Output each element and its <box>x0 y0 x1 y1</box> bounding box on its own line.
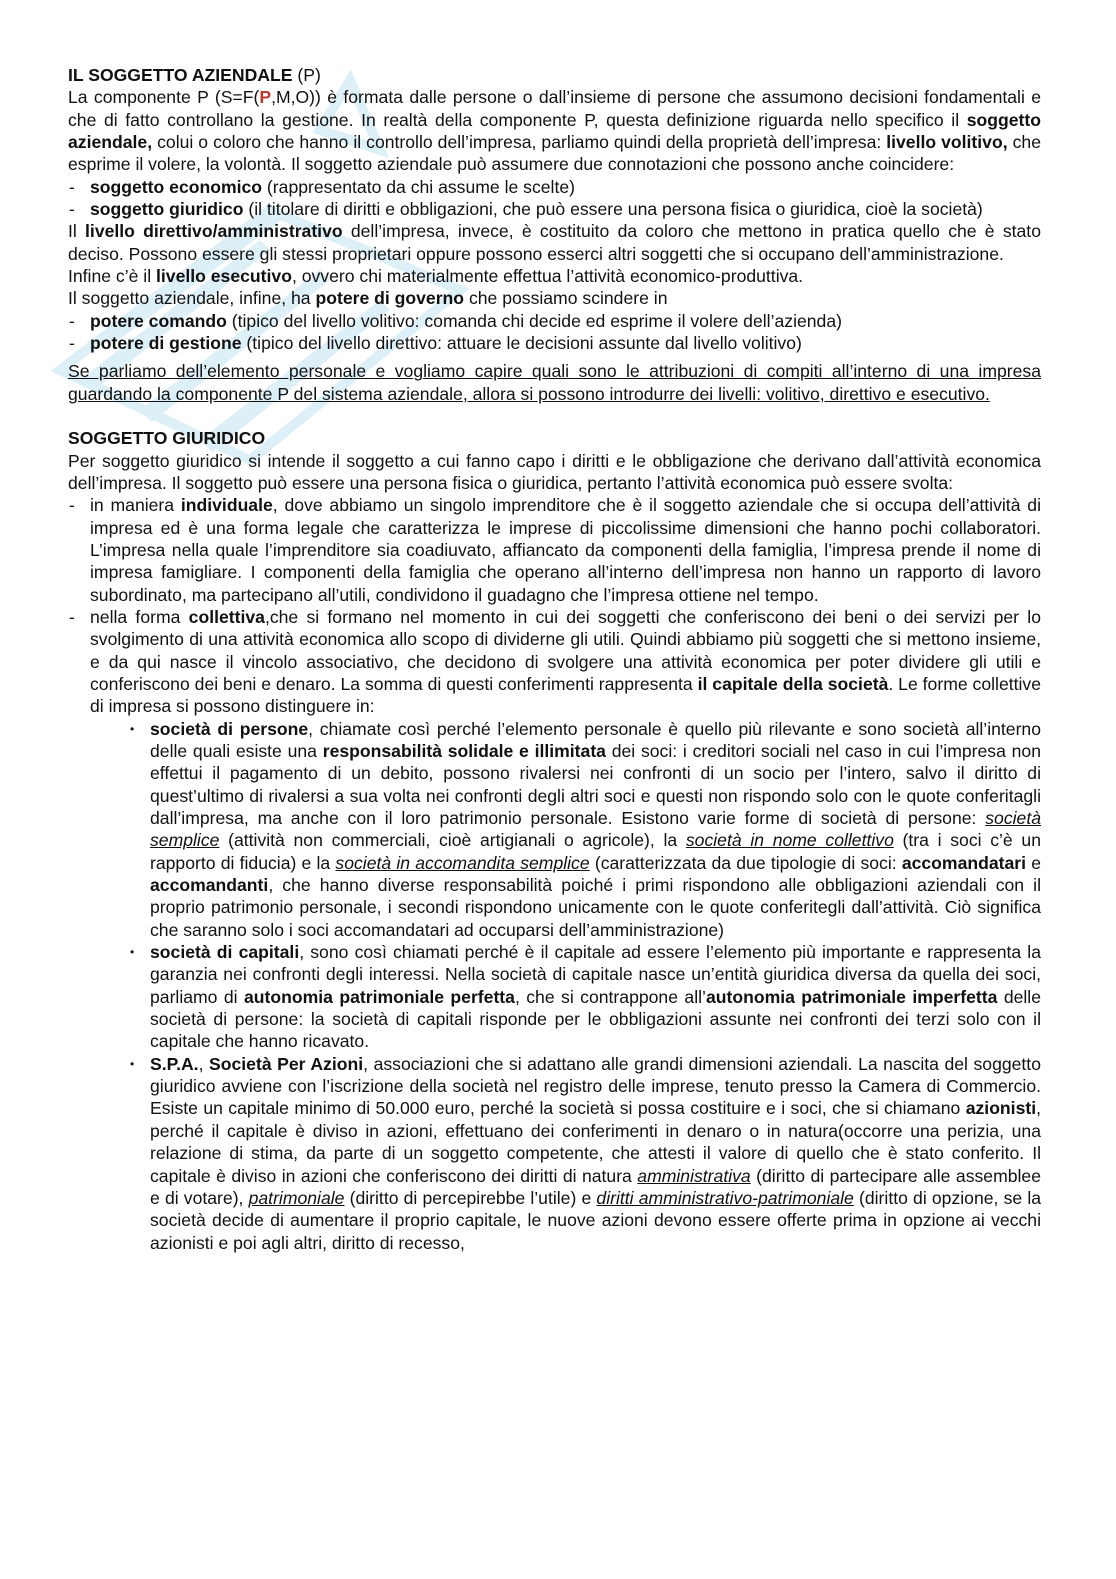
list-item: - soggetto giuridico (il titolare di diritti e obbligazioni, che può essere una persona fisica o giuridica, cioè la società) <box>68 198 1041 220</box>
forme-collettive-list <box>128 718 1041 1254</box>
connotazioni-list <box>68 176 1041 221</box>
forme-list <box>68 494 1041 717</box>
list-item: - potere di gestione (tipico del livello direttivo: attuare le decisioni assunte dal livello volitivo) <box>68 332 1041 354</box>
list-item-individuale: - in maniera individuale, dove abbiamo un singolo imprenditore che è il soggetto aziendale che si occupa dell’attività di impresa ed è una forma legale che caratterizza le imprese di piccolissime dimensioni che hanno pochi collaboratori. L’impresa nella quale l’imprenditore sia coadiuvato, affiancato da componenti della famiglia, l’impresa prende il nome di impresa famigliare. I componenti della famiglia che operano all’interno dell’impresa non hanno un rapporto di lavoro subordinato, ma partecipano all’utili, condividono il guadagno che l’impresa ottiene nel tempo. <box>68 494 1041 606</box>
list-item-spa: • S.P.A., Società Per Azioni, associazioni che si adattano alle grandi dimensioni aziendali. La nascita del soggetto giuridico avviene con l’iscrizione della società nel registro delle imprese, tenuto presso la Camera di Commercio. Esiste un capitale minimo di 50.000 euro, perché la società si possa costituire e i soci, che si chiamano azionisti, perché il capitale è diviso in azioni, effettuano dei conferimenti in denaro o in natura(occorre una perizia, una relazione di stima, da parte di un soggetto competente, che attesti il valore di quello che è stato conferito. Il capitale è diviso in azioni che conferiscono dei diritti di natura amministrativa (diritto di partecipare alle assemblee e di votare), patrimoniale (diritto di percepirebbe l’utile) e diritti amministrativo-patrimoniale (diritto di opzione, se la società decide di aumentare il proprio capitale, le nuove azioni devono essere offerte prima in opzione ai vecchi azionisti e poi agli altri, diritto di recesso, <box>128 1053 1041 1254</box>
paragraph-livello-direttivo: Il livello direttivo/amministrativo dell’impresa, invece, è costituito da coloro che mettono in pratica quello che è stato deciso. Possono essere gli stessi proprietari oppure possono esserci altri soggetti che si occupano dell’amministrazione. <box>68 221 1041 264</box>
paragraph-livello-esecutivo: Infine c’è il livello esecutivo, ovvero chi materialmente effettua l’attività economico-produttiva. <box>68 266 804 287</box>
section-title-soggetto-aziendale: IL SOGGETTO AZIENDALE (P) <box>68 65 321 85</box>
paragraph-potere-governo: Il soggetto aziendale, infine, ha potere di governo che possiamo scindere in <box>68 288 668 309</box>
section-title-soggetto-giuridico: SOGGETTO GIURIDICO <box>68 428 266 449</box>
list-item: - potere comando (tipico del livello volitivo: comanda chi decide ed esprime il volere dell’azienda) <box>68 310 1041 332</box>
list-item-societa-persone: • società di persone, chiamate così perché l’elemento personale è quello più rilevante e sono società all’interno delle quali esiste una responsabilità solidale e illimitata dei soci: i creditori sociali nel caso in cui l’impresa non effettui il pagamento di un debito, possono rivalersi nei confronti di un socio per l’intero, salvo il diritto di quest’ultimo di rivalersi a sua volta nei confronti degli altri soci e questi non rispondo solo con le quote conferitagli dall’impresa, ma anche con il loro patrimonio personale. Esistono varie forme di società di persone: società semplice (attività non commerciali, cioè artigianali o agricole), la società in nome collettivo (tra i soci c’è un rapporto di fiducia) e la società in accomandita semplice (caratterizzata da due tipologie di soci: accomandatari e accomandanti, che hanno diverse responsabilità poiché i primi rispondono alle obbligazioni aziendali con il proprio patrimonio personale, i secondi rispondono unicamente con le quote conferitegli dall’attività. Ciò significa che saranno solo i soci accomandatari ad occuparsi dell’amministrazione) <box>128 718 1041 941</box>
document-body <box>68 64 1041 1254</box>
list-item-societa-capitali: • società di capitali, sono così chiamati perché è il capitale ad essere l’elemento più importante e rappresenta la garanzia nei confronti degli interessi. Nella società di capitale nasce un’entità giuridica diversa da quella dei soci, parliamo di autonomia patrimoniale perfetta, che si contrappone all’autonomia patrimoniale imperfetta delle società di persone: la società di capitali risponde per le obbligazioni assunte nei confronti dei terzi solo con il capitale che hanno ricavato. <box>128 941 1041 1053</box>
paragraph-summary-underlined: Se parliamo dell’elemento personale e vogliamo capire quali sono le attribuzioni di compiti all’interno di una impresa guardando la componente P del sistema aziendale, allora si possono introdurre dei livelli: volitivo, direttivo e esecutivo. <box>68 361 1041 404</box>
potere-list <box>68 310 1041 355</box>
paragraph-soggetto-giuridico: Per soggetto giuridico si intende il soggetto a cui fanno capo i diritti e le obbligazione che derivano dall’attività economica dell’impresa. Il soggetto può essere una persona fisica o giuridica, pertanto l’attività economica può essere svolta: <box>68 450 1041 493</box>
list-item-collettiva: - nella forma collettiva,che si formano nel momento in cui dei soggetti che conferiscono dei beni o dei servizi per lo svolgimento di una attività economica allo scopo di dividerne gli utili. Quindi abbiamo più soggetti che si mettono insieme, e da qui nasce il vincolo associativo, che decidono di svolgere una attività economica per poter dividere gli utili e conferiscono dei beni e denaro. La somma di questi conferimenti rappresenta il capitale della società. Le forme collettive di impresa si possono distinguere in: <box>68 606 1041 718</box>
paragraph-componente-p: La componente P (S=F(P,M,O)) è formata dalle persone o dall’insieme di persone che assumono decisioni fondamentali e che di fatto controllano la gestione. In realtà della componente P, questa definizione riguarda nello specifico il soggetto aziendale, colui o coloro che hanno il controllo dell’impresa, parliamo quindi della proprietà dell’impresa: livello volitivo, che esprime il volere, la volontà. Il soggetto aziendale può assumere due connotazioni che possono anche coincidere: <box>68 87 1041 175</box>
list-item: - soggetto economico (rappresentato da chi assume le scelte) <box>68 176 1041 198</box>
